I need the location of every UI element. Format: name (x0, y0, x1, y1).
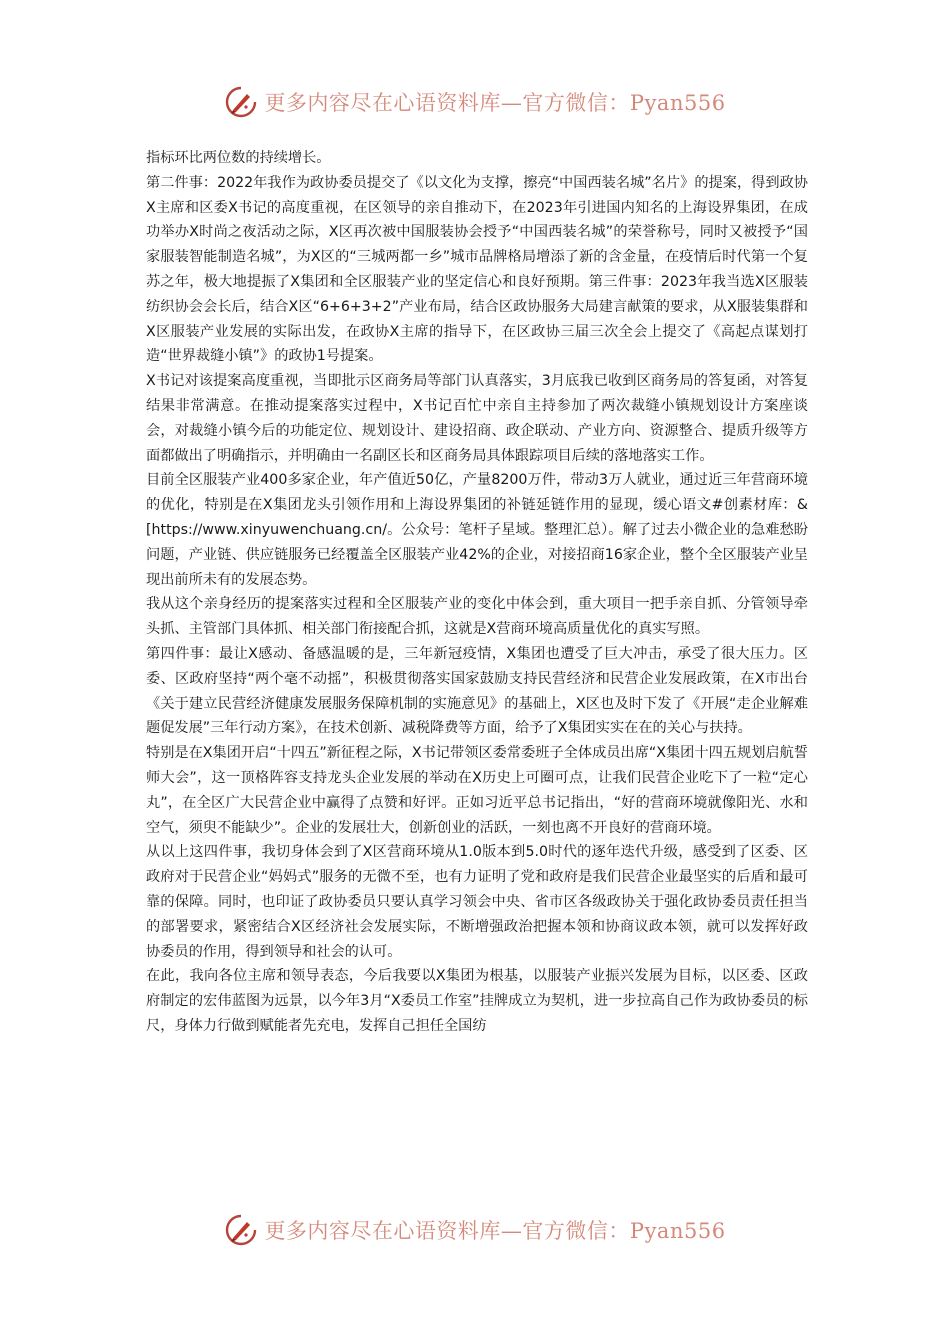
paragraph: 特别是在X集团开启“十四五”新征程之际，X书记带领区委常委班子全体成员出席“X集团十四五规划启航誓师大会”，这一顶格阵容支持龙头企业发展的举动在X历史上可圈可点，让我们民营企业吃下了一粒“定心丸”，在全区广大民营企业中赢得了点赞和好评。正如习近平总书记指出，“好的营商环境就像阳光、水和空气，须臾不能缺少”。企业的发展壮大，创新创业的活跃，一刻也离不开良好的营商环境。 (146, 745, 808, 836)
header-watermark (0, 82, 950, 122)
paragraph: 第二件事：2022年我作为政协委员提交了《以文化为支撑，擦亮“中国西装名城”名片》的提案，得到政协X主席和区委X书记的高度重视，在区领导的亲自推动下，在2023年引进国内知名的上海设界集团，在成功举办X时尚之夜活动之际，X区再次被中国服装协会授予“中国西装名城”的荣誉称号，同时又被授予“国家服装智能制造名城”，为X区的“三城两都一乡”城市品牌格局增添了新的含金量，在疫情后时代第一个复苏之年，极大地提振了X集团和全区服装产业的坚定信心和良好预期。第三件事：2023年我当选X区服装纺织协会会长后，结合X区“6+6+3+2”产业布局，结合区政协服务大局建言献策的要求，从X服装集群和X区服装产业发展的实际出发，在政协X主席的指导下，在区政协三届三次全会上提交了《高起点谋划打造“世界裁缝小镇”》的政协1号提案。 (146, 174, 808, 365)
pen-circle-logo-icon (224, 85, 258, 119)
paragraph: 目前全区服装产业400多家企业，年产值近50亿，产量8200万件，带动3万人就业，通过近三年营商环境的优化，特别是在X集团龙头引领作用和上海设界集团的补链延链作用的显现，缓心语文#创素材库：&[https://www.xinyuwenchuang.cn/。公众号：笔杆子星域。整理汇总）。解了过去小微企业的急难愁盼问题，产业链、供应链服务已经覆盖全区服装产业42%的企业，对接招商16家企业，整个全区服装产业呈现出前所未有的发展态势。 (146, 472, 808, 588)
paragraph: 指标环比两位数的持续增长。 (146, 150, 331, 166)
paragraph: 在此，我向各位主席和领导表态，今后我要以X集团为根基，以服装产业振兴发展为目标，以区委、区政府制定的宏伟蓝图为远景，以今年3月“X委员工作室”挂牌成立为契机，进一步拉高自己作为政协委员的标尺，身体力行做到赋能者先充电，发挥自己担任全国纺 (146, 968, 808, 1034)
paragraph: 从以上这四件事，我切身体会到了X区营商环境从1.0版本到5.0时代的逐年迭代升级，感受到了区委、区政府对于民营企业“妈妈式”服务的无微不至，也有力证明了党和政府是我们民营企业最坚实的后盾和最可靠的保障。同时，也印证了政协委员只要认真学习领会中央、省市区各级政协关于强化政协委员责任担当的部署要求，紧密结合X区经济社会发展实际，不断增强政治把握本领和协商议政本领，就可以发挥好政协委员的作用，得到领导和社会的认可。 (146, 844, 808, 960)
watermark-text: 更多内容尽在心语资料库—官方微信：Pyan556 (264, 91, 726, 115)
pen-circle-logo-icon (224, 1213, 258, 1247)
footer-watermark (0, 1210, 950, 1250)
paragraph: 第四件事：最让X感动、备感温暖的是，三年新冠疫情，X集团也遭受了巨大冲击，承受了很大压力。区委、区政府坚持“两个毫不动摇”，积极贯彻落实国家鼓励支持民营经济和民营企业发展政策，在X市出台《关于建立民营经济健康发展服务保障机制的实施意见》的基础上，X区也及时下发了《开展“走企业解难题促发展”三年行动方案》，在技术创新、减税降费等方面，给予了X集团实实在在的关心与扶持。 (146, 645, 808, 737)
paragraph: 我从这个亲身经历的提案落实过程和全区服装产业的变化中体会到，重大项目一把手亲自抓、分管领导牵头抓、主管部门具体抓、相关部门衔接配合抓，这就是X营商环境高质量优化的真实写照。 (146, 596, 808, 638)
paragraph: X书记对该提案高度重视，当即批示区商务局等部门认真落实，3月底我已收到区商务局的答复函，对答复结果非常满意。在推动提案落实过程中，X书记百忙中亲自主持参加了两次裁缝小镇规划设计方案座谈会，对裁缝小镇今后的功能定位、规划设计、建设招商、政企联动、产业方向、资源整合、提质升级等方面都做出了明确指示，并明确由一名副区长和区商务局具体跟踪项目后续的落地落实工作。 (146, 373, 808, 464)
document-body (146, 146, 808, 1039)
watermark-text: 更多内容尽在心语资料库—官方微信：Pyan556 (264, 1219, 726, 1243)
